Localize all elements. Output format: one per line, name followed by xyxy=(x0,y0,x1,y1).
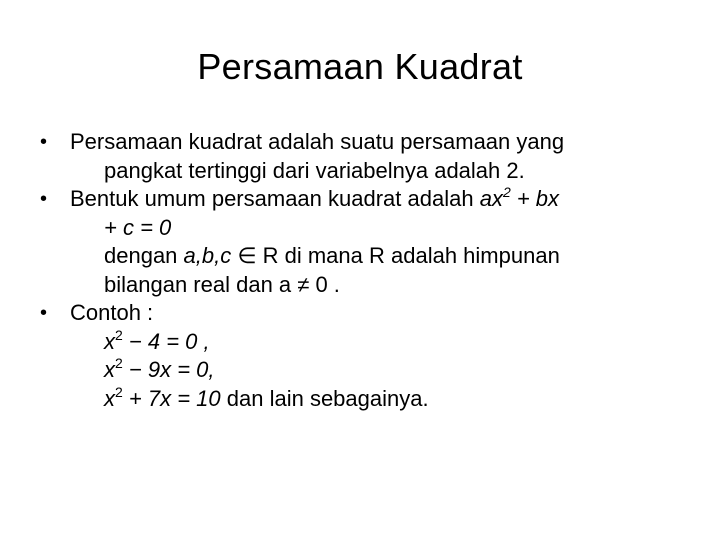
condition-vars: a,b,c xyxy=(183,243,232,268)
condition-rest: ∈ R di mana R adalah himpunan xyxy=(231,243,560,268)
bullet-dot-icon: • xyxy=(40,131,48,153)
example-1 xyxy=(70,328,686,357)
example-1-base: x xyxy=(104,328,115,354)
bullet-general-form xyxy=(36,185,686,299)
general-form-text: Bentuk umum persamaan kuadrat adalah xyxy=(70,186,480,211)
formula-ax: ax xyxy=(479,186,503,211)
example-3-base: x xyxy=(104,385,115,411)
example-3 xyxy=(70,385,686,414)
general-form-line-3 xyxy=(70,242,686,271)
example-3-suffix: dan lain sebagainya. xyxy=(220,385,429,411)
example-1-exponent: 2 xyxy=(115,326,123,343)
bullet-examples xyxy=(36,299,686,413)
example-2 xyxy=(70,356,686,385)
example-2-rest: − 9x = 0, xyxy=(122,357,215,382)
example-2-base: x xyxy=(104,357,115,382)
bullet-definition xyxy=(36,128,686,185)
bullet-dot-icon: • xyxy=(40,302,48,324)
example-2-exponent: 2 xyxy=(115,355,123,371)
general-form-line-4: bilangan real dan a ≠ 0 . xyxy=(104,271,340,297)
formula-bx: + bx xyxy=(510,186,560,211)
example-1-rest: − 4 = 0 , xyxy=(122,328,210,354)
condition-prefix: dengan xyxy=(104,243,184,268)
formula-exponent: 2 xyxy=(502,184,511,200)
definition-line-1: Persamaan kuadrat adalah suatu persamaan yang xyxy=(70,129,565,154)
examples-label: Contoh : xyxy=(70,300,154,325)
general-form-line-2: + c = 0 xyxy=(104,214,172,240)
example-3-exponent: 2 xyxy=(115,383,123,400)
example-3-rest: + 7x = 10 xyxy=(122,385,221,411)
definition-line-2: pangkat tertinggi dari variabelnya adalah 2. xyxy=(104,157,525,183)
bullet-dot-icon: • xyxy=(40,188,48,210)
slide-title: Persamaan Kuadrat xyxy=(197,46,523,87)
general-form-line-1 xyxy=(70,185,686,214)
slide-content xyxy=(36,128,686,413)
